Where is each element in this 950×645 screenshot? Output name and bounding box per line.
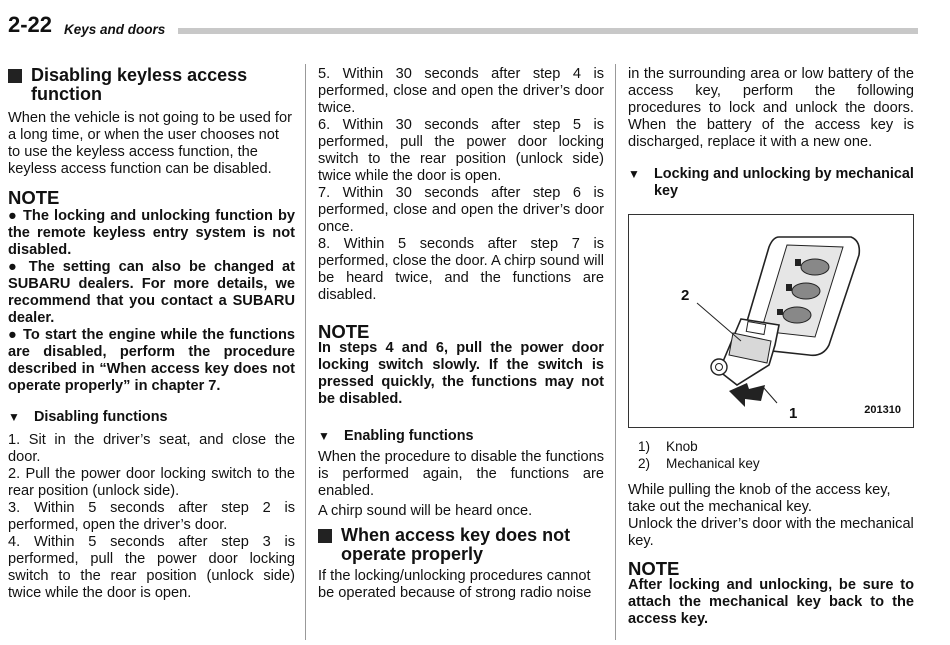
page-number: 2-22 [8,12,53,37]
header-rule [178,28,918,34]
figure-legend [628,438,914,472]
pull-arrow-icon [729,383,765,407]
page-header [8,12,916,42]
access-key-paragraph: If the locking/unlocking procedures cannot be operated because of strong radio noise [318,568,592,601]
intro-paragraph: When the vehicle is not going to be used for a long time, or when the user chooses not to use the keyless access function, the keyless access function can be disabled. [8,110,292,177]
note-list [8,208,295,395]
note-text: In steps 4 and 6, pull the power door locking switch slowly. If the switch is pressed quickly, the functions may not be disabled. [318,340,604,407]
step-item: 4. Within 5 seconds after step 3 is performed, pull the power door locking switch to the rear position (unlock side) twice while the door is open. [8,534,295,601]
triangle-bullet-icon: ▼ [8,410,20,424]
step-list [318,66,604,304]
note-text: After locking and unlocking, be sure to attach the mechanical key back to the access key. [628,577,914,627]
callout-2: 2 [681,287,690,304]
legend-item: 2) Mechanical key [638,456,760,471]
button-icon [801,259,829,275]
triangle-bullet-icon: ▼ [318,429,330,443]
square-bullet-icon [8,69,22,83]
subheading-mechanical-key: ▼ Locking and unlocking by mechanical key [628,166,914,199]
callout-1: 1 [789,405,798,422]
note-item: ● The locking and unlocking function by the remote keyless entry system is not disabled. [8,208,295,258]
unlock-door-paragraph: Unlock the driver’s door with the mechanical key. [628,516,914,549]
note-item: ● To start the engine while the functions are disabled, perform the procedure described in “When access key does not operate properly” in chapter 7. [8,327,295,394]
note-heading: NOTE [318,321,370,342]
chirp-paragraph: A chirp sound will be heard once. [318,503,533,519]
step-item: 6. Within 30 seconds after step 5 is performed, pull the power door locking switch to the rear position (unlock side) twice while the door is open. [318,117,604,184]
step-item: 8. Within 5 seconds after step 7 is performed, close the door. A chirp sound will be heard twice, and the functions are disabled. [318,236,604,303]
pull-knob-paragraph: While pulling the knob of the access key, take out the mechanical key. [628,482,891,515]
subheading-enabling-functions: ▼ Enabling functions [318,428,474,444]
triangle-bullet-icon: ▼ [628,167,640,181]
subheading-disabling-functions: ▼ Disabling functions [8,409,168,425]
column-2 [318,66,604,602]
step-list [8,432,295,602]
lock-symbol-icon [795,259,801,266]
heading-disabling-keyless: Disabling keyless access function [8,66,295,104]
note-item: ● The setting can also be changed at SUBARU dealers. For more details, we recommend that you contact a SUBARU dealer. [8,259,295,326]
note-heading: NOTE [8,187,60,208]
step-item: 3. Within 5 seconds after step 2 is performed, open the driver’s door. [8,500,295,533]
section-title: Keys and doors [64,22,166,37]
figure-number: 201310 [864,404,901,416]
access-key-illustration [629,215,913,427]
unlock-symbol-icon [786,284,792,291]
column-divider [615,64,616,640]
square-bullet-icon [318,529,332,543]
continued-paragraph: in the surrounding area or low battery of the access key, perform the following procedures to lock and unlock the doors. When the battery of the access key is discharged, replace it with a new one. [628,66,914,150]
step-item: 7. Within 30 seconds after step 6 is performed, close and open the driver’s door once. [318,185,604,235]
step-item: 1. Sit in the driver’s seat, and close the door. [8,432,295,465]
panic-symbol-icon [777,309,783,315]
column-1 [8,66,295,602]
step-item: 5. Within 30 seconds after step 4 is performed, close and open the driver’s door twice. [318,66,604,116]
step-item: 2. Pull the power door locking switch to the rear position (unlock side). [8,466,295,499]
heading-access-key-not-operating: When access key does not operate properly [318,526,604,564]
access-key-figure [628,214,914,428]
note-heading: NOTE [628,558,680,579]
legend-item: 1) Knob [638,439,698,454]
button-icon [783,307,811,323]
enable-paragraph: When the procedure to disable the functions is performed again, the functions are enabled. [318,449,604,499]
column-3 [628,66,914,628]
column-divider [305,64,306,640]
button-icon [792,283,820,299]
